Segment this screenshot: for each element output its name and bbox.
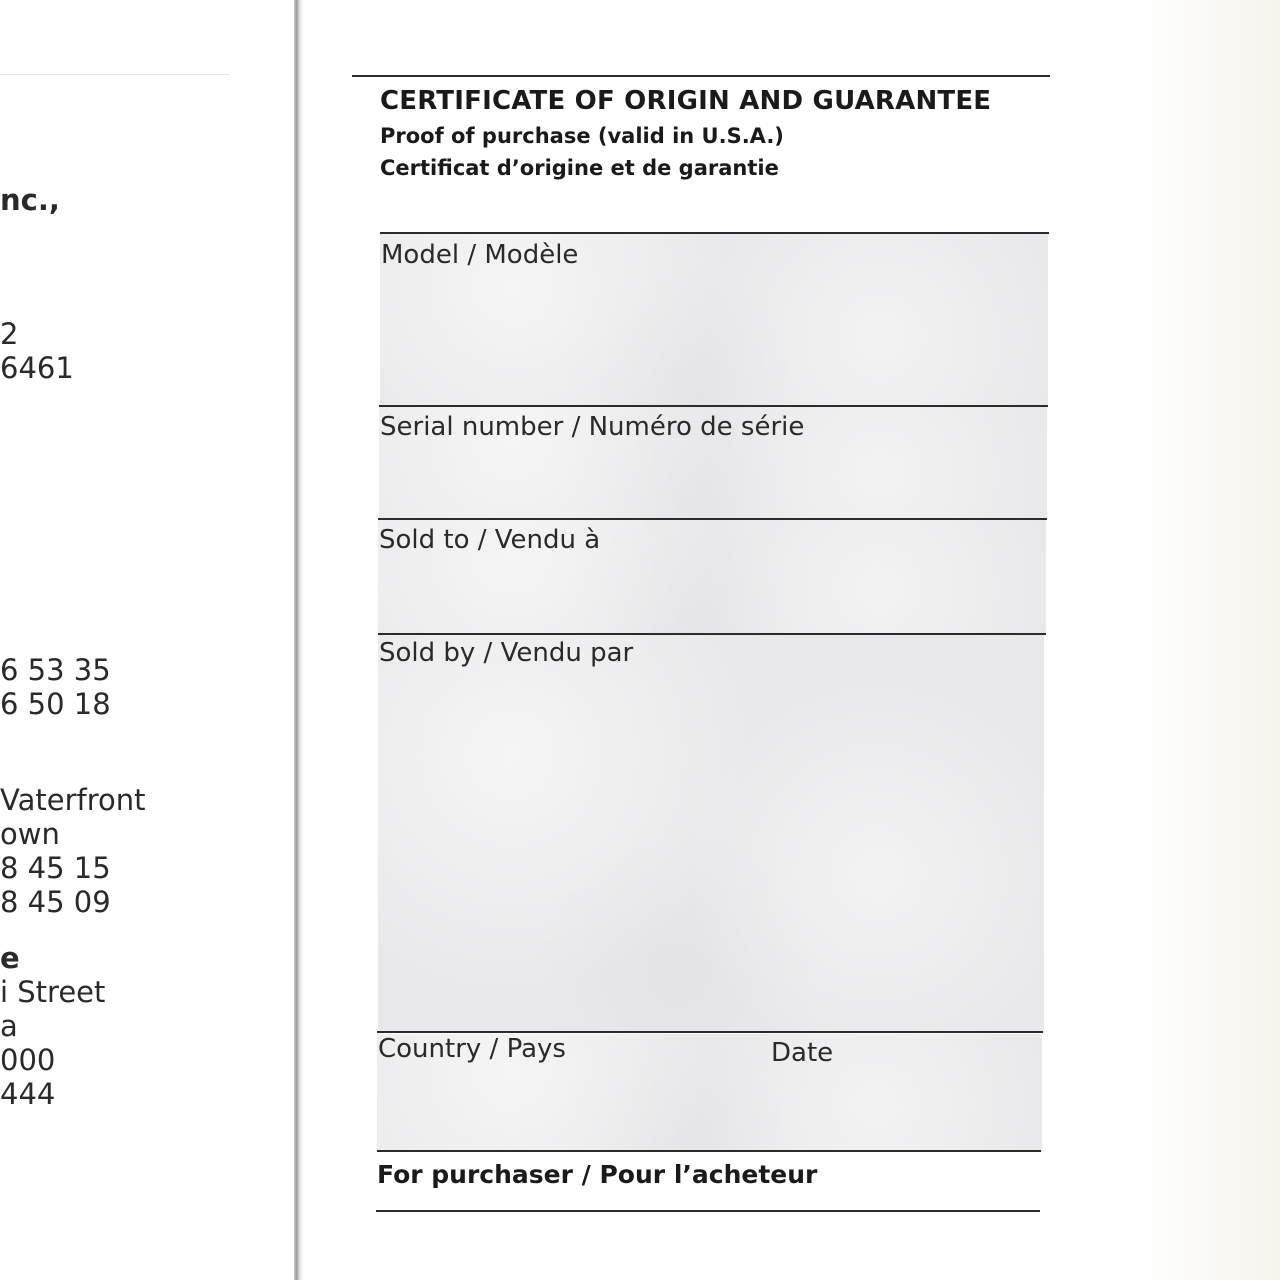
country-label: Country / Pays (378, 1034, 566, 1064)
subtitle-french: Certificat d’origine et de garantie (380, 156, 779, 180)
left-page-line: 8 45 09 (0, 885, 111, 919)
rule-bottom (376, 1210, 1040, 1212)
rule-model (380, 232, 1049, 234)
sold-by-label: Sold by / Vendu par (379, 638, 634, 668)
sold-by-field[interactable] (378, 635, 1044, 1033)
left-page-line: i Street (0, 975, 106, 1009)
model-label: Model / Modèle (381, 240, 579, 270)
left-page-line: 444 (0, 1077, 56, 1111)
left-page-line: 000 (0, 1043, 56, 1077)
rule-sold-to (378, 518, 1047, 520)
left-page-line: 6 53 35 (0, 653, 111, 687)
left-page-line: a (0, 1009, 18, 1043)
left-page-line: 2 (0, 317, 19, 351)
rule-serial (379, 405, 1048, 407)
left-page-rule (0, 74, 230, 75)
left-page-line: 6461 (0, 351, 74, 385)
rule-footer (377, 1150, 1041, 1152)
subtitle-english: Proof of purchase (valid in U.S.A.) (380, 124, 784, 148)
left-page (0, 0, 296, 1280)
certificate-title: CERTIFICATE OF ORIGIN AND GUARANTEE (380, 86, 992, 116)
left-page-line: 8 45 15 (0, 851, 111, 885)
book-spine (294, 0, 304, 1280)
left-page-line: Vaterfront (0, 783, 146, 817)
serial-number-label: Serial number / Numéro de série (380, 412, 805, 442)
left-page-line: nc., (0, 183, 60, 217)
rule-country (377, 1031, 1043, 1033)
sold-to-label: Sold to / Vendu à (379, 525, 601, 555)
top-rule (352, 75, 1050, 77)
rule-sold-by (378, 633, 1046, 635)
left-page-line: own (0, 817, 60, 851)
left-page-line: e (0, 941, 20, 975)
left-page-line: 6 50 18 (0, 687, 111, 721)
for-purchaser-label: For purchaser / Pour l’acheteur (377, 1160, 818, 1189)
date-label: Date (771, 1038, 834, 1068)
